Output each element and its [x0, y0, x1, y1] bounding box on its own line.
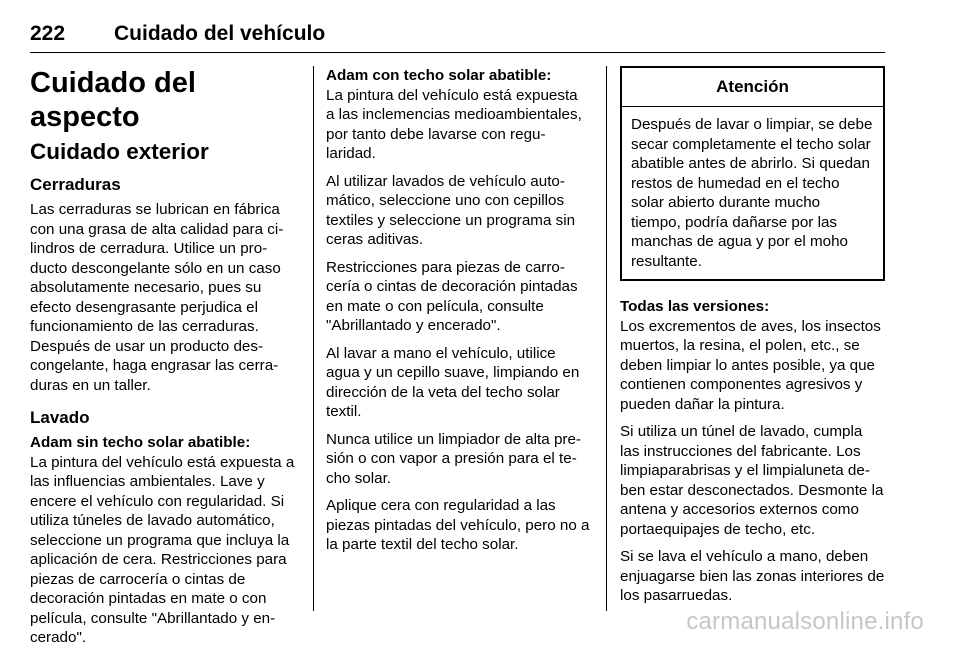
- paragraph-adam-sin-techo: [30, 433, 298, 648]
- watermark: carmanualsonline.info: [686, 608, 924, 635]
- page-number: 222: [30, 22, 66, 45]
- column-divider-right: [606, 66, 607, 611]
- notice-title: Atención: [622, 68, 883, 107]
- paragraph-todas-versiones: [620, 297, 885, 414]
- paragraph-restricciones: Restricciones para piezas de carrocería o cintas de decoración pintadas en mate o con película, consulte "Abrillantado y encerado".: [326, 258, 578, 334]
- paragraph-adam-con-techo: [326, 66, 590, 164]
- notice-box: [620, 66, 885, 281]
- paragraph-cerraduras: Las cerraduras se lubrican en fábrica con una grasa de alta calidad para cilindros de cerradura. Utilice un producto descongelante sólo en un caso absolutamente necesario, pues su efecto desengrasante perjudica el funcionamiento de las cerraduras. Después de usar un producto descongelante, haga engrasar las cerraduras en un taller.: [30, 201, 284, 394]
- column-middle: [326, 66, 590, 555]
- column-divider-left: [313, 66, 314, 611]
- notice-body: [622, 107, 883, 279]
- section-title: Cuidado del aspecto: [30, 67, 196, 133]
- heading-lavado: Lavado: [30, 408, 90, 427]
- text-adam-sin-techo: La pintura del vehículo está expuesta a las influencias ambientales. Lave y encere el vehículo con regularidad. Si utiliza túneles de lavado automático, seleccione un programa que incluya la aplicación de cera. Restricciones para piezas de carrocería o cintas de decoración pintadas en mate o con película, consulte "Abrillantado y encerado".: [30, 453, 295, 646]
- notice-text: Después de lavar o limpiar, se debe secar completamente el techo solar abatible antes de abrirlo. Si quedan restos de humedad en el techo solar abierto durante mucho tiempo, podría dañarse por las manchas de agua y por el moho resultante.: [631, 116, 873, 270]
- label-adam-con-techo: Adam con techo solar abatible:: [326, 67, 552, 84]
- label-todas-versiones: Todas las versiones:: [620, 298, 770, 315]
- text-adam-con-techo: La pintura del vehículo está expuesta a las inclemencias medioambientales, por tanto debe lavarse con regularidad.: [326, 86, 582, 162]
- paragraph-lavado-pasarruedas: Si se lava el vehículo a mano, deben enjuagarse bien las zonas interiores de los pasarruedas.: [620, 548, 885, 604]
- paragraph-alta-presion: Nunca utilice un limpiador de alta presión o con vapor a presión para el techo solar.: [326, 430, 581, 487]
- paragraph-cera: Aplique cera con regularidad a las piezas pintadas del vehículo, pero no a la parte textil del techo solar.: [326, 497, 590, 553]
- paragraph-tunel-lavado: Si utiliza un túnel de lavado, cumpla las instrucciones del fabricante. Los limpiaparabrisas y el limpialuneta deben estar desconectados. Desmonte la antena y accesorios externos como portaequipajes de techo, etc.: [620, 423, 884, 538]
- chapter-title: Cuidado del vehículo: [114, 22, 326, 45]
- subsection-title: Cuidado exterior: [30, 139, 209, 164]
- heading-cerraduras: Cerraduras: [30, 175, 121, 194]
- page-header: [30, 22, 885, 53]
- column-left: [30, 66, 298, 648]
- text-todas-versiones: Los excrementos de aves, los insectos muertos, la resina, el polen, etc., se deben limpiar lo antes posible, ya que contienen componentes agresivos y pueden dañar la pintura.: [620, 317, 881, 413]
- label-adam-sin-techo: Adam sin techo solar abatible:: [30, 434, 251, 451]
- paragraph-lavado-mano: Al lavar a mano el vehículo, utilice agua y un cepillo suave, limpiando en dirección de la veta del techo solar textil.: [326, 344, 580, 420]
- column-right: [620, 66, 885, 606]
- paragraph-lavado-automatico: Al utilizar lavados de vehículo automático, seleccione uno con cepillos textiles y seleccione un programa sin ceras aditivas.: [326, 172, 576, 248]
